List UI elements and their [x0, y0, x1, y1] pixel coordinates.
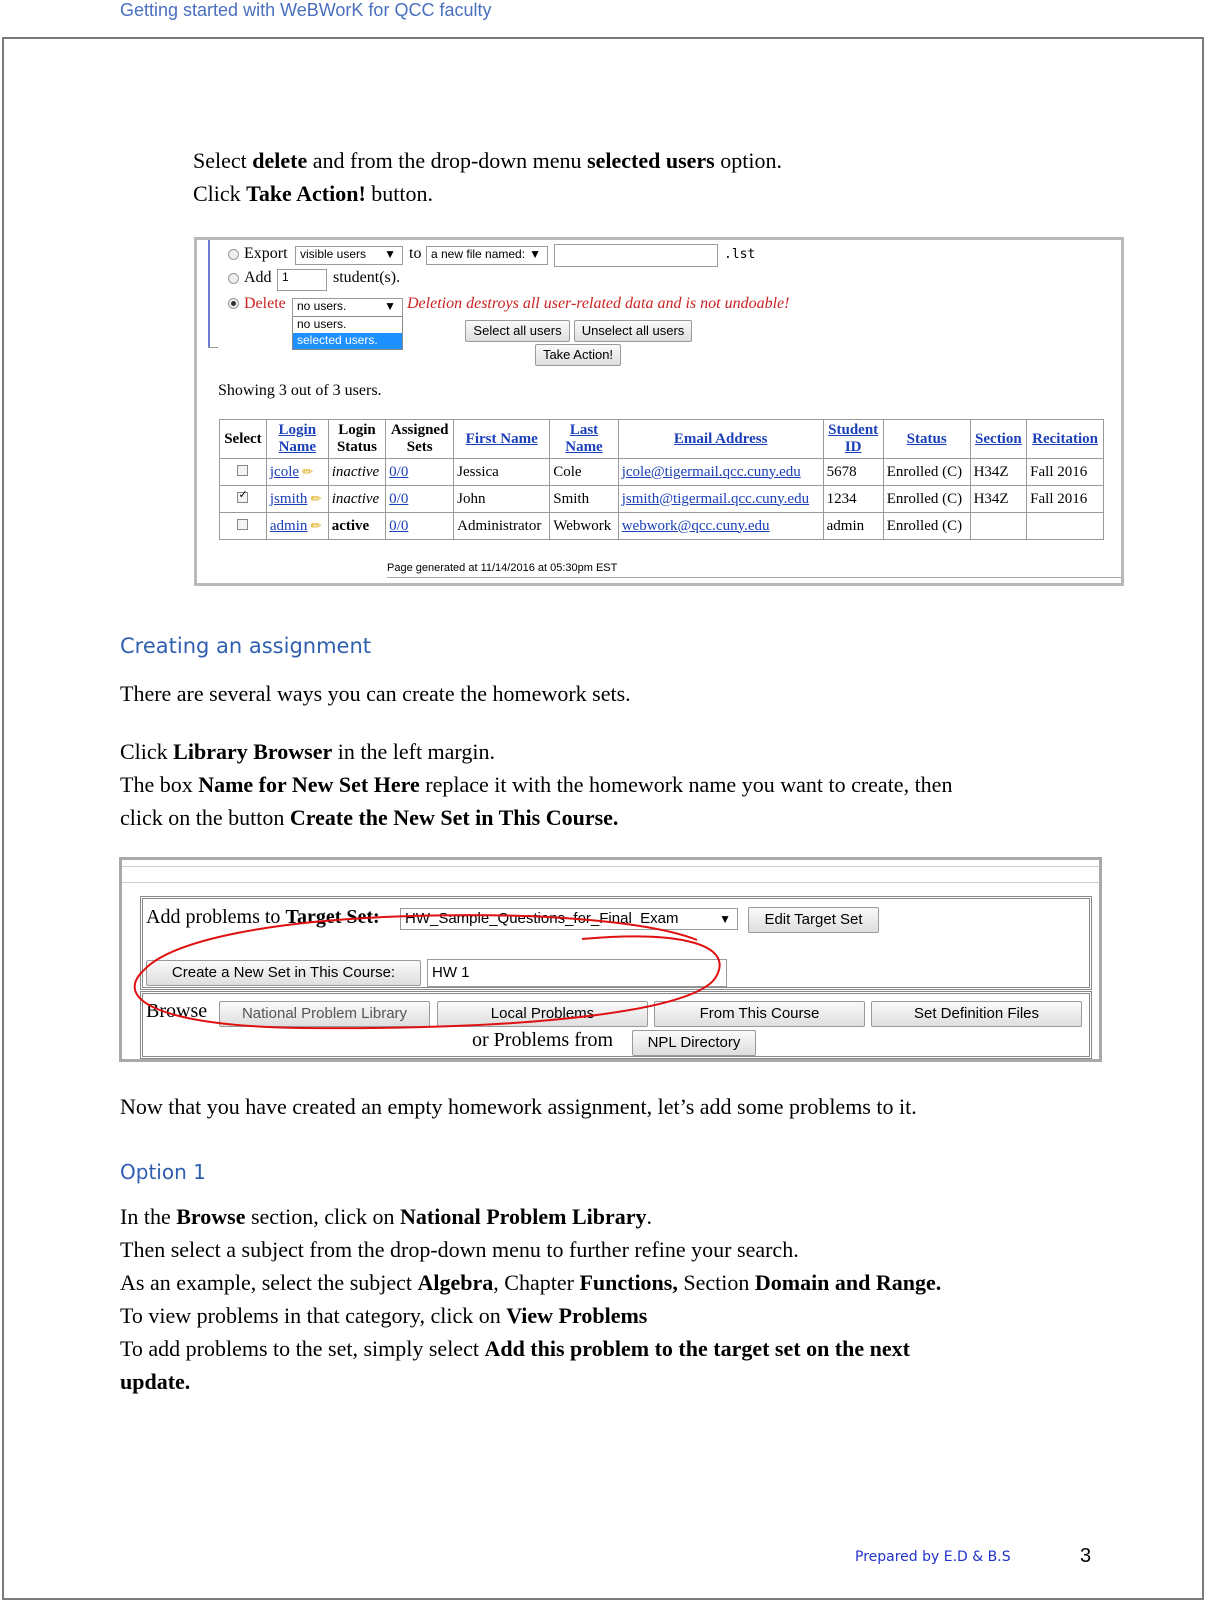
export-filename-input[interactable]	[554, 244, 718, 267]
browse-label: Browse	[146, 1000, 208, 1022]
select-cell	[220, 459, 267, 486]
national-problem-library-button[interactable]: National Problem Library	[219, 1001, 430, 1027]
cell-sets[interactable]: 0/0	[386, 513, 454, 540]
prepared-by: Prepared by E.D & B.S	[855, 1549, 1011, 1565]
cell-status: active	[328, 513, 385, 540]
paragraph-library-browser: Click Library Browser in the left margin. The box Name for New Set Here replace it with the homework name you want to create, then click on the button Create the New Set in This Course.	[120, 739, 953, 830]
delete-radio[interactable]	[228, 298, 239, 309]
column-header: Assigned Sets	[386, 420, 454, 459]
delete-users-select[interactable]: no users. ▼	[292, 298, 403, 317]
to-label: to	[409, 245, 422, 262]
table-row	[220, 459, 1104, 486]
red-annotation-circle	[122, 860, 1099, 1059]
cell-last: Smith	[550, 486, 618, 513]
unselect-all-users-button[interactable]: Unselect all users	[574, 320, 692, 342]
local-problems-button[interactable]: Local Problems	[437, 1001, 648, 1027]
export-radio[interactable]	[228, 249, 239, 260]
cell-section: H34Z	[970, 459, 1027, 486]
page-generated-note: Page generated at 11/14/2016 at 05:30pm EST	[387, 562, 618, 574]
or-problems-from-label: or Problems from	[472, 1029, 614, 1051]
add-problems-label: Add problems to Target Set:	[146, 906, 380, 928]
file-extension: .lst	[724, 247, 756, 262]
row-checkbox[interactable]	[237, 492, 248, 503]
section-heading: Creating an assignment	[120, 634, 372, 658]
showing-count: Showing 3 out of 3 users.	[218, 382, 382, 399]
cell-id: 1234	[823, 486, 883, 513]
users-table-header	[220, 420, 1104, 459]
add-radio[interactable]	[228, 273, 239, 284]
cell-section	[970, 513, 1027, 540]
table-row	[220, 513, 1104, 540]
cell-login[interactable]: jcole ✏	[266, 459, 328, 486]
add-count-input[interactable]: 1	[277, 269, 327, 291]
library-browser-screenshot	[119, 857, 1102, 1062]
row-checkbox[interactable]	[237, 465, 248, 476]
cell-recitation	[1027, 513, 1104, 540]
cell-first: Jessica	[454, 459, 550, 486]
cell-enroll: Enrolled (C)	[883, 513, 970, 540]
cell-last: Cole	[550, 459, 618, 486]
delete-dropdown-list	[292, 316, 403, 350]
column-header: Select	[220, 420, 267, 459]
page-number: 3	[1080, 1545, 1092, 1567]
cell-id: 5678	[823, 459, 883, 486]
option-1-instructions: In the Browse section, click on National Problem Library. Then select a subject from the drop-down menu to further refine your search. As an example, select the subject Algebra, Chapter Functions, Section Domain and Range. To view problems in that category, click on View Problems To add problems to the set, simply select Add this problem to the target set on the next update.	[120, 1204, 942, 1394]
delete-label: Delete	[244, 295, 286, 312]
paragraph-empty-assignment: Now that you have created an empty homework assignment, let’s add some problems to it.	[120, 1094, 917, 1119]
cell-enroll: Enrolled (C)	[883, 486, 970, 513]
column-header[interactable]: Student ID	[823, 420, 883, 459]
paragraph-ways: There are several ways you can create the homework sets.	[120, 681, 631, 706]
column-header[interactable]: Login Name	[266, 420, 328, 459]
select-all-users-button[interactable]: Select all users	[465, 320, 570, 342]
table-row	[220, 486, 1104, 513]
export-file-select[interactable]: a new file named: ▼	[426, 246, 548, 265]
select-cell	[220, 513, 267, 540]
row-checkbox[interactable]	[237, 519, 248, 530]
intro-line-1: Select delete and from the drop-down menu selected users option.	[193, 148, 782, 173]
cell-first: John	[454, 486, 550, 513]
column-header: Login Status	[328, 420, 385, 459]
cell-email[interactable]: jsmith@tigermail.qcc.cuny.edu	[618, 486, 823, 513]
column-header[interactable]: Email Address	[618, 420, 823, 459]
target-set-select[interactable]: HW_Sample_Questions_for_Final_Exam ▼	[400, 908, 738, 930]
delete-users-screenshot	[194, 237, 1124, 586]
left-rule	[208, 240, 210, 347]
edit-target-set-button[interactable]: Edit Target Set	[748, 907, 879, 933]
cell-email[interactable]: jcole@tigermail.qcc.cuny.edu	[618, 459, 823, 486]
deletion-warning: Deletion destroys all user-related data and is not undoable!	[407, 295, 790, 312]
cell-login[interactable]: jsmith ✏	[266, 486, 328, 513]
cell-section: H34Z	[970, 486, 1027, 513]
column-header[interactable]: Last Name	[550, 420, 618, 459]
option-no-users[interactable]: no users.	[297, 317, 347, 331]
cell-enroll: Enrolled (C)	[883, 459, 970, 486]
cell-recitation: Fall 2016	[1027, 459, 1104, 486]
column-header[interactable]: First Name	[454, 420, 550, 459]
cell-sets[interactable]: 0/0	[386, 459, 454, 486]
cell-email[interactable]: webwork@qcc.cuny.edu	[618, 513, 823, 540]
cell-sets[interactable]: 0/0	[386, 486, 454, 513]
set-definition-files-button[interactable]: Set Definition Files	[871, 1001, 1082, 1027]
cell-recitation: Fall 2016	[1027, 486, 1104, 513]
cell-status: inactive	[328, 486, 385, 513]
npl-directory-button[interactable]: NPL Directory	[632, 1030, 756, 1056]
select-cell	[220, 486, 267, 513]
edit-pencil-icon[interactable]: ✏	[299, 463, 314, 479]
option-selected-users[interactable]: selected users.	[293, 333, 402, 349]
cell-id: admin	[823, 513, 883, 540]
add-label: Add	[244, 269, 272, 286]
cell-last: Webwork	[550, 513, 618, 540]
cell-first: Administrator	[454, 513, 550, 540]
option-heading: Option 1	[120, 1160, 206, 1184]
edit-pencil-icon[interactable]: ✏	[307, 517, 322, 533]
take-action-button[interactable]: Take Action!	[535, 344, 621, 366]
new-set-name-input[interactable]: HW 1	[427, 959, 727, 987]
edit-pencil-icon[interactable]: ✏	[307, 490, 322, 506]
column-header[interactable]: Recitation	[1027, 420, 1104, 459]
from-this-course-button[interactable]: From This Course	[654, 1001, 865, 1027]
cell-login[interactable]: admin ✏	[266, 513, 328, 540]
column-header[interactable]: Status	[883, 420, 970, 459]
intro-line-2: Click Take Action! button.	[193, 181, 433, 206]
students-label: student(s).	[333, 269, 401, 286]
cell-status: inactive	[328, 459, 385, 486]
export-label: Export	[244, 245, 288, 262]
running-header: Getting started with WeBWorK for QCC faculty	[120, 0, 492, 20]
column-header[interactable]: Section	[970, 420, 1027, 459]
export-users-select[interactable]: visible users ▼	[295, 246, 403, 265]
users-table	[219, 419, 1104, 540]
create-new-set-button[interactable]: Create a New Set in This Course:	[146, 960, 421, 986]
